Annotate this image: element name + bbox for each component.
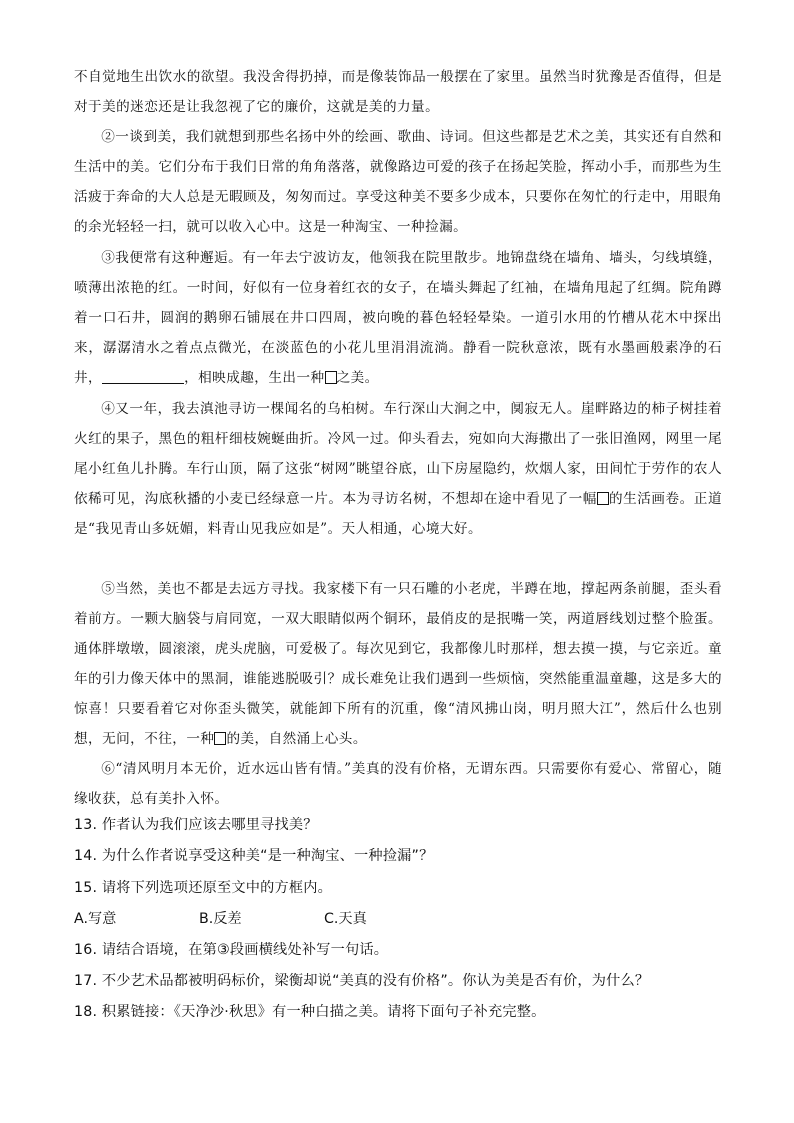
passage-paragraph-4 [74, 394, 722, 544]
answer-box-icon[interactable] [597, 492, 609, 505]
paragraph-text: 之美。 [336, 370, 379, 386]
option-b: B.反差 [199, 911, 242, 927]
answer-box-icon[interactable] [214, 732, 226, 745]
paragraph-text: 的美，自然涌上心头。 [226, 731, 367, 747]
paragraph-text: ④又一年，我去滇池寻访一棵闻名的乌桕树。车行深山大涧之中，阒寂无人。崖畔路边的柿子树挂着火红的果子，黑色的粗杆细枝婉蜒曲折。冷风一过。仰头看去，宛如向大海撒出了一张旧渔网，网里一尾尾小红鱼儿扑腾。车行山顶，隔了这张“树网”眺望谷底，山下房屋隐约，炊烟人家，田间忙于劳作的农人依稀可见，沟底秋播的小麦已经绿意一片。本为寻访名树，不想却在途中看见了一幅 [74, 401, 722, 507]
question-15: 15. 请将下列选项还原至文中的方框内。 [74, 880, 333, 896]
paragraph-text: ⑤当然，美也不都是去远方寻找。我家楼下有一只石雕的小老虎，半蹲在地，撑起两条前腿，歪头看着前方。一颗大脑袋与肩同宽，一双大眼睛似两个铜环，最俏皮的是抿嘴一笑，两道唇线划过整个脸蛋。通体胖墩墩，圆滚滚，虎头虎脑，可爱极了。每次见到它，我都像儿时那样，想去摸一摸，与它亲近。童年的引力像天体中的黑洞，谁能逃脱吸引？成长难免让我们遇到一些烦恼，突然能重温童趣，这是多大的惊喜！只要看着它对你歪头微笑，就能卸下所有的沉重，像“清风拂山岗，明月照大江”，然后什么也别想，无问，不往，一种 [74, 581, 722, 747]
passage-paragraph-2 [74, 122, 722, 242]
question-13: 13. 作者认为我们应该去哪里寻找美？ [74, 817, 318, 833]
passage-paragraph-5 [74, 574, 722, 754]
option-c: C.天真 [324, 911, 367, 927]
paragraph-text: ③我便常有这种邂逅。有一年去宁波访友，他领我在院里散步。地锦盘绕在墙角、墙头，匀线填缝，喷薄出浓艳的红。一时间，好似有一位身着红衣的女子，在墙头舞起了红袖，在墙角甩起了红绸。院角蹲着一口石井，圆润的鹅卵石铺展在井口四周，被向晚的暮色轻轻晕染。一道引水用的竹槽从花木中探出来，潺潺清水之着点点微光，在淡蓝色的小花儿里涓涓流淌。静看一院秋意浓，既有水墨画般素净的石井， [74, 250, 722, 386]
paragraph-text: ②一谈到美，我们就想到那些名扬中外的绘画、歌曲、诗词。但这些都是艺术之美，其实还有自然和生活中的美。它们分布于我们日常的角角落落，就像路边可爱的孩子在扬起笑脸，挥动小手，而那些为生活疲于奔命的大人总是无暇顾及，匆匆而过。享受这种美不要多少成本，只要你在匆忙的行走中，用眼角的余光轻轻一扫，就可以收入心中。这是一种淘宝、一种捡漏。 [74, 129, 722, 235]
answer-box-icon[interactable] [325, 371, 337, 384]
paragraph-text: ⑥“清风明月本无价，近水远山皆有情。”美真的没有价格，无谓东西。只需要你有爱心、常留心，随缘收获，总有美扑入怀。 [74, 761, 722, 807]
passage-paragraph-3 [74, 243, 722, 393]
paragraph-text: ，相映成趣，生出一种 [184, 370, 325, 386]
option-a: A.写意 [74, 911, 117, 927]
paragraph-text: 的生活画卷。正道是“我见青山多妩媚，料青山见我应如是”。天人相通，心境大好。 [74, 491, 722, 537]
question-17: 17. 不少艺术品都被明码标价，梁衡却说“美真的没有价格”。你认为美是否有价，为什么？ [74, 973, 650, 989]
paragraph-text: 不自觉地生出饮水的欲望。我没舍得扔掉，而是像装饰品一般摆在了家里。虽然当时犹豫是否值得，但是对于美的迷恋还是让我忽视了它的廉价，这就是美的力量。 [74, 69, 722, 115]
question-16: 16. 请结合语境，在第③段画横线处补写一句话。 [74, 942, 389, 958]
fill-in-blank-line[interactable] [102, 369, 184, 384]
passage-paragraph-continued [74, 62, 722, 122]
question-18: 18. 积累链接：《天净沙·秋思》有一种白描之美。请将下面句子补充完整。 [74, 1004, 546, 1020]
question-14: 14. 为什么作者说享受这种美“是一种淘宝、一种捡漏”？ [74, 848, 434, 864]
passage-paragraph-6 [74, 754, 722, 814]
